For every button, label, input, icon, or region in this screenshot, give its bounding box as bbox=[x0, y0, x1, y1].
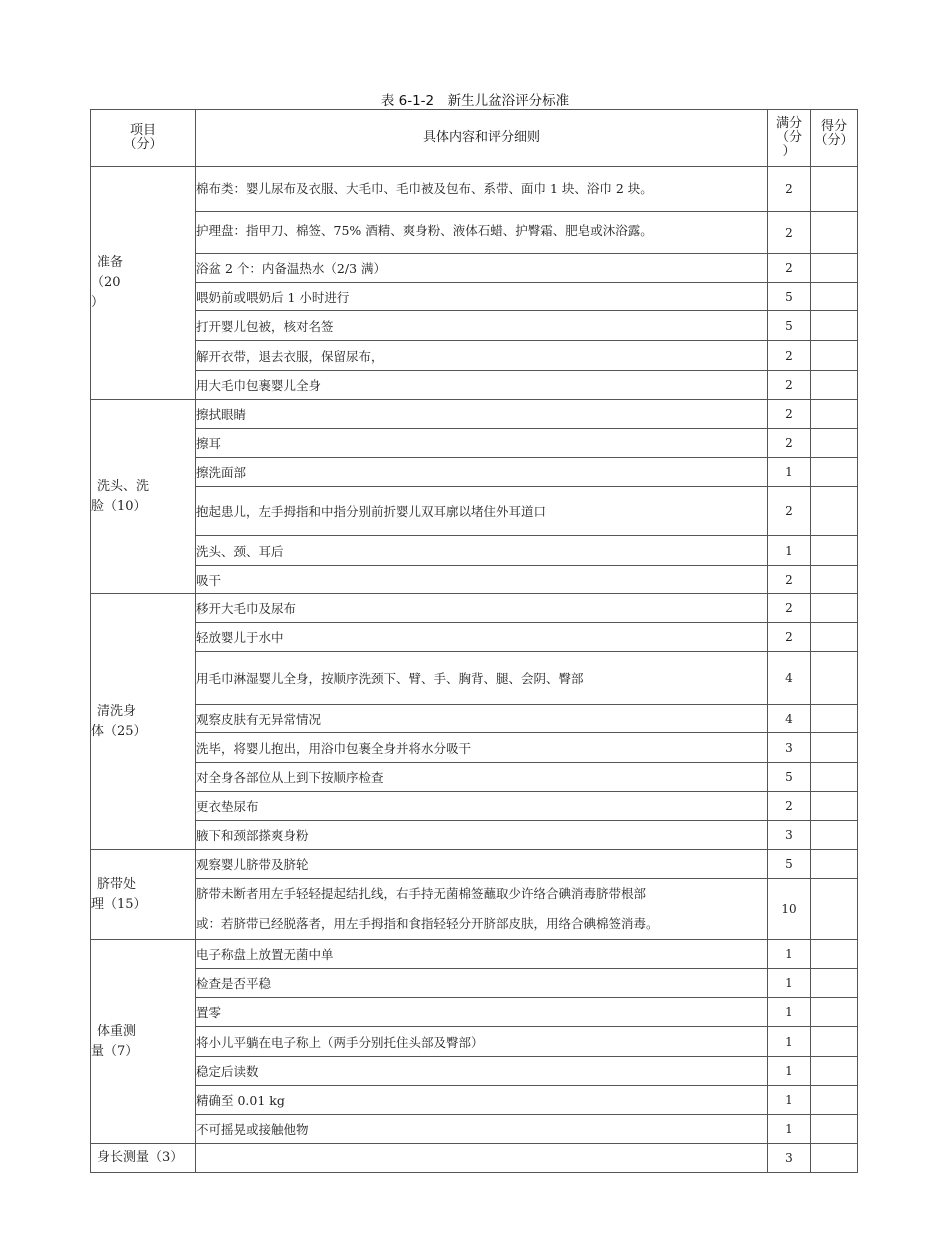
row-max-score: 1 bbox=[768, 1086, 811, 1115]
row-content: 洗头、颈、耳后 bbox=[196, 536, 768, 566]
table-row bbox=[91, 879, 858, 940]
row-got-score bbox=[811, 763, 858, 792]
table-row bbox=[91, 566, 858, 594]
row-got-score bbox=[811, 1144, 858, 1173]
row-got-score bbox=[811, 429, 858, 458]
row-got-score bbox=[811, 652, 858, 705]
section-label-line2: 量（7） bbox=[91, 1043, 139, 1059]
row-content: 棉布类：婴儿尿布及衣服、大毛巾、毛巾被及包布、系带、面巾 1 块、浴巾 2 块。 bbox=[196, 167, 768, 212]
row-max-score: 2 bbox=[768, 254, 811, 283]
row-content: 更衣垫尿布 bbox=[196, 792, 768, 821]
row-content: 浴盆 2 个：内备温热水（2/3 满） bbox=[196, 254, 768, 283]
row-max-score: 3 bbox=[768, 821, 811, 850]
header-max-line3: ） bbox=[782, 144, 796, 159]
row-got-score bbox=[811, 566, 858, 594]
row-content: 精确至 0.01 kg bbox=[196, 1086, 768, 1115]
row-max-score: 5 bbox=[768, 283, 811, 311]
row-max-score: 1 bbox=[768, 998, 811, 1027]
row-got-score bbox=[811, 1086, 858, 1115]
row-content: 擦洗面部 bbox=[196, 458, 768, 487]
row-got-score bbox=[811, 254, 858, 283]
row-max-score: 3 bbox=[768, 1144, 811, 1173]
section-label-line2: 体（25） bbox=[91, 723, 147, 739]
table-row bbox=[91, 487, 858, 536]
row-max-score: 3 bbox=[768, 733, 811, 763]
row-content: 观察婴儿脐带及脐轮 bbox=[196, 850, 768, 879]
row-max-score: 1 bbox=[768, 969, 811, 998]
section-label-umbilical bbox=[91, 850, 196, 940]
row-got-score bbox=[811, 940, 858, 969]
row-max-score: 10 bbox=[768, 879, 811, 940]
row-max-score: 2 bbox=[768, 341, 811, 371]
section-label-line1: 洗头、洗 bbox=[97, 478, 150, 494]
row-content-merged bbox=[196, 879, 768, 940]
row-max-score: 2 bbox=[768, 566, 811, 594]
header-content: 具体内容和评分细则 bbox=[196, 110, 768, 167]
section-label-line2: 脸（10） bbox=[91, 498, 147, 514]
row-content: 对全身各部位从上到下按顺序检查 bbox=[196, 763, 768, 792]
header-item-line1: 项目 bbox=[129, 123, 156, 138]
row-got-score bbox=[811, 341, 858, 371]
table-row bbox=[91, 311, 858, 341]
table-row bbox=[91, 969, 858, 998]
row-got-score bbox=[811, 311, 858, 341]
section-label-line1: 清洗身 bbox=[97, 703, 137, 719]
section-label-line2: （20 bbox=[91, 275, 121, 290]
row-content-line1: 脐带未断者用左手轻轻提起结扎线，右手持无菌棉签蘸取少许络合碘消毒脐带根部 bbox=[196, 886, 647, 901]
table-row bbox=[91, 821, 858, 850]
row-content: 轻放婴儿于水中 bbox=[196, 623, 768, 652]
row-max-score: 2 bbox=[768, 371, 811, 400]
section-label-line1: 身长测量（3） bbox=[97, 1150, 184, 1165]
table-row bbox=[91, 623, 858, 652]
row-content: 吸干 bbox=[196, 566, 768, 594]
table-caption: 表 6-1-2 新生儿盆浴评分标准 bbox=[380, 93, 570, 109]
row-content: 用大毛巾包裹婴儿全身 bbox=[196, 371, 768, 400]
table-row bbox=[91, 594, 858, 623]
row-got-score bbox=[811, 1057, 858, 1086]
header-max-score bbox=[768, 110, 811, 167]
row-content: 擦拭眼睛 bbox=[196, 400, 768, 429]
section-label-prep bbox=[91, 167, 196, 400]
row-max-score: 1 bbox=[768, 536, 811, 566]
row-got-score bbox=[811, 733, 858, 763]
table-row bbox=[91, 792, 858, 821]
section-label-wash-face bbox=[91, 400, 196, 594]
row-content: 稳定后读数 bbox=[196, 1057, 768, 1086]
header-got-line1: 得分 bbox=[820, 119, 847, 134]
section-label-line2: 理（15） bbox=[91, 896, 147, 912]
row-max-score: 2 bbox=[768, 594, 811, 623]
section-label-line1: 准备 bbox=[97, 255, 124, 270]
row-max-score: 2 bbox=[768, 487, 811, 536]
row-content bbox=[196, 1144, 768, 1173]
row-content: 洗毕，将婴儿抱出，用浴巾包裹全身并将水分吸干 bbox=[196, 733, 768, 763]
table-row bbox=[91, 400, 858, 429]
row-max-score: 5 bbox=[768, 850, 811, 879]
table-row bbox=[91, 254, 858, 283]
row-got-score bbox=[811, 1115, 858, 1144]
row-max-score: 5 bbox=[768, 763, 811, 792]
row-got-score bbox=[811, 705, 858, 733]
row-max-score: 1 bbox=[768, 1027, 811, 1057]
table-row bbox=[91, 652, 858, 705]
section-label-weight bbox=[91, 940, 196, 1144]
table-row bbox=[91, 429, 858, 458]
row-content: 不可摇晃或接触他物 bbox=[196, 1115, 768, 1144]
table-row bbox=[91, 167, 858, 212]
row-max-score: 1 bbox=[768, 1115, 811, 1144]
table-row bbox=[91, 705, 858, 733]
row-content: 检查是否平稳 bbox=[196, 969, 768, 998]
table-row bbox=[91, 536, 858, 566]
row-got-score bbox=[811, 458, 858, 487]
row-got-score bbox=[811, 400, 858, 429]
row-max-score: 2 bbox=[768, 623, 811, 652]
header-got-score bbox=[811, 110, 858, 167]
row-got-score bbox=[811, 371, 858, 400]
row-got-score bbox=[811, 594, 858, 623]
row-got-score bbox=[811, 167, 858, 212]
table-row bbox=[91, 1086, 858, 1115]
header-item-line2: （分） bbox=[123, 137, 163, 152]
row-max-score: 4 bbox=[768, 652, 811, 705]
table-row bbox=[91, 850, 858, 879]
table-row bbox=[91, 733, 858, 763]
header-got-line2: （分） bbox=[814, 133, 854, 148]
row-max-score: 2 bbox=[768, 429, 811, 458]
row-max-score: 2 bbox=[768, 212, 811, 254]
row-got-score bbox=[811, 969, 858, 998]
row-content: 用毛巾淋湿婴儿全身，按顺序洗颈下、臂、手、胸背、腿、会阴、臀部 bbox=[196, 652, 768, 705]
row-max-score: 2 bbox=[768, 400, 811, 429]
row-got-score bbox=[811, 283, 858, 311]
row-content: 腋下和颈部搽爽身粉 bbox=[196, 821, 768, 850]
header-max-line1: 满分 bbox=[775, 116, 802, 131]
row-content-line2: 或：若脐带已经脱落者，用左手拇指和食指轻轻分开脐部皮肤，用络合碘棉签消毒。 bbox=[196, 916, 659, 931]
row-content: 移开大毛巾及尿布 bbox=[196, 594, 768, 623]
row-got-score bbox=[811, 850, 858, 879]
table-row bbox=[91, 1144, 858, 1173]
row-got-score bbox=[811, 536, 858, 566]
row-max-score: 1 bbox=[768, 1057, 811, 1086]
table-row bbox=[91, 341, 858, 371]
row-content: 电子称盘上放置无菌中单 bbox=[196, 940, 768, 969]
table-row bbox=[91, 1115, 858, 1144]
table-row bbox=[91, 283, 858, 311]
row-got-score bbox=[811, 998, 858, 1027]
row-content: 打开婴儿包被，核对名签 bbox=[196, 311, 768, 341]
scoring-table bbox=[90, 109, 858, 1173]
row-got-score bbox=[811, 623, 858, 652]
section-label-wash-body bbox=[91, 594, 196, 850]
row-got-score bbox=[811, 212, 858, 254]
section-label-line1: 体重测 bbox=[97, 1023, 137, 1039]
table-row bbox=[91, 212, 858, 254]
row-content: 擦耳 bbox=[196, 429, 768, 458]
row-content: 护理盘：指甲刀、棉签、75% 酒精、爽身粉、液体石蜡、护臀霜、肥皂或沐浴露。 bbox=[196, 212, 768, 254]
section-label-length bbox=[91, 1144, 196, 1173]
table-row bbox=[91, 1057, 858, 1086]
table-row bbox=[91, 371, 858, 400]
row-got-score bbox=[811, 792, 858, 821]
row-max-score: 5 bbox=[768, 311, 811, 341]
row-max-score: 1 bbox=[768, 458, 811, 487]
row-content: 将小儿平躺在电子称上（两手分别托住头部及臀部） bbox=[196, 1027, 768, 1057]
row-got-score bbox=[811, 487, 858, 536]
section-label-line3: ） bbox=[91, 295, 105, 310]
row-content: 喂奶前或喂奶后 1 小时进行 bbox=[196, 283, 768, 311]
row-max-score: 2 bbox=[768, 167, 811, 212]
row-got-score bbox=[811, 879, 858, 940]
row-max-score: 1 bbox=[768, 940, 811, 969]
table-row bbox=[91, 458, 858, 487]
header-max-line2: （分 bbox=[775, 130, 802, 145]
row-got-score bbox=[811, 821, 858, 850]
row-max-score: 4 bbox=[768, 705, 811, 733]
table-row bbox=[91, 1027, 858, 1057]
table-row bbox=[91, 998, 858, 1027]
header-item bbox=[91, 110, 196, 167]
table-row bbox=[91, 940, 858, 969]
row-max-score: 2 bbox=[768, 792, 811, 821]
row-got-score bbox=[811, 1027, 858, 1057]
row-content: 观察皮肤有无异常情况 bbox=[196, 705, 768, 733]
row-content: 解开衣带，退去衣服，保留尿布， bbox=[196, 341, 768, 371]
table-row bbox=[91, 763, 858, 792]
row-content: 置零 bbox=[196, 998, 768, 1027]
row-content: 抱起患儿，左手拇指和中指分别前折婴儿双耳廓以堵住外耳道口 bbox=[196, 487, 768, 536]
section-label-line1: 脐带处 bbox=[97, 876, 137, 892]
